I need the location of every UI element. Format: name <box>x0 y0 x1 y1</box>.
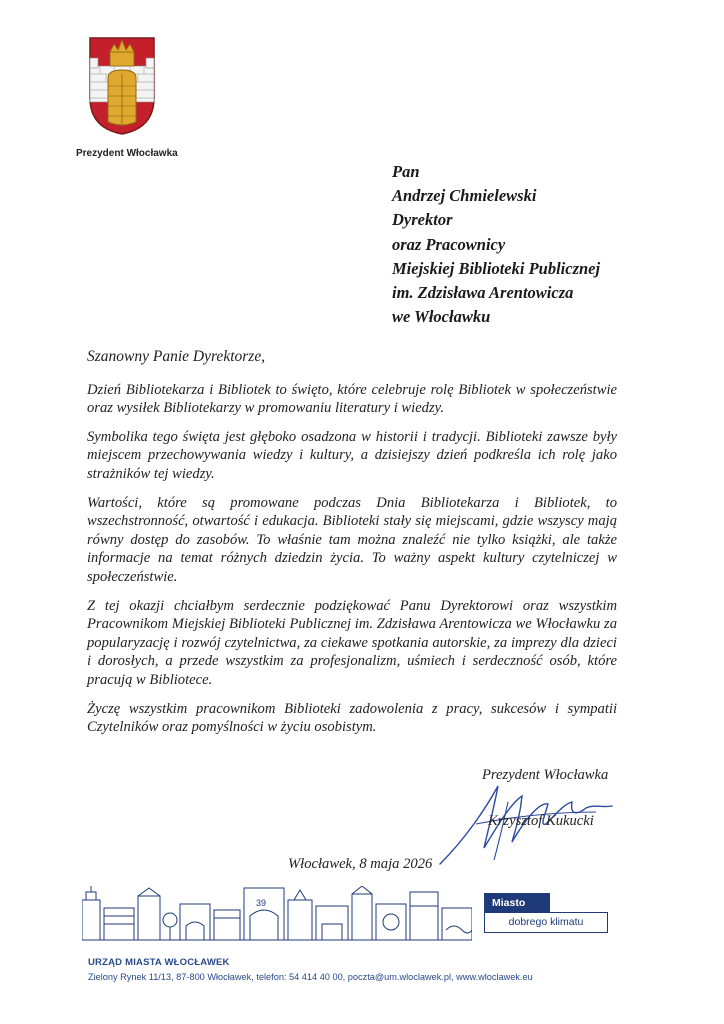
signature-name: Krzysztof Kukucki <box>488 813 594 829</box>
issuer-label: Prezydent Włocławka <box>76 148 178 159</box>
paragraph: Życzę wszystkim pracownikom Biblioteki zadowolenia z pracy, sukcesów i sympatii Czytelników oraz pomyślności w życiu osobistym. <box>87 700 617 736</box>
addressee-line: Andrzej Chmielewski <box>392 186 537 206</box>
city-badge <box>484 893 608 933</box>
addressee-line: Dyrektor <box>392 210 453 230</box>
addressee-line: Miejskiej Biblioteki Publicznej <box>392 258 601 278</box>
addressee-line: Pan <box>392 162 420 181</box>
salutation: Szanowny Panie Dyrektorze, <box>87 348 266 365</box>
office-name: URZĄD MIASTA WŁOCŁAWEK <box>88 957 230 968</box>
paragraph: Wartości, które są promowane podczas Dnia Bibliotekarza i Bibliotek, to wszechstronność, otwartość i edukacja. Biblioteki stały się miejscami, gdzie wszyscy mają równy dostęp do zasobów. To właśnie tam można znaleźć nie tylko książki, ale także informacje na temat różnych dziedzin życia. To ważny aspekt kultury czytelniczej w społeczeństwie. <box>87 494 617 585</box>
badge-bottom-label: dobrego klimatu <box>484 912 608 933</box>
place-date: Włocławek, 8 maja 2026 <box>288 856 433 872</box>
city-skyline-icon <box>82 886 472 942</box>
paragraph: Z tej okazji chciałbym serdecznie podziękować Panu Dyrektorowi oraz wszystkim Pracownikom Miejskiej Biblioteki Publicznej im. Zdzisława Arentowicza we Włocławku za popularyzację i rozwój czytelnictwa, za ciekawe spotkania autorskie, za imprezy dla dzieci i dorosłych, a przede wszystkim za profesjonalizm, uśmiech i serdeczność osób, które pracują w Bibliotece. <box>87 597 617 688</box>
addressee-line: we Włocławku <box>392 307 491 327</box>
addressee-line: oraz Pracownicy <box>392 234 506 254</box>
city-crest-icon <box>88 36 156 136</box>
paragraph: Dzień Bibliotekarza i Bibliotek to święto, które celebruje rolę Bibliotek w społeczeństwie oraz wysiłek Bibliotekarzy w promowaniu literatury i wiedzy. <box>87 381 617 417</box>
letter-body <box>87 348 617 747</box>
badge-top-label: Miasto <box>484 893 550 913</box>
addressee-line: im. Zdzisława Arentowicza <box>392 283 574 303</box>
signature-title: Prezydent Włocławka <box>482 767 609 783</box>
svg-text:39: 39 <box>256 898 267 908</box>
addressee-block <box>392 160 600 329</box>
paragraph: Symbolika tego święta jest głęboko osadzona w historii i tradycji. Biblioteki zawsze były miejscem przechowywania wiedzy i kultury, a dzisiejszy dzień podkreśla ich rolę jako strażników tej wiedzy. <box>87 428 617 482</box>
office-address: Zielony Rynek 11/13, 87-800 Włocławek, telefon: 54 414 40 00, poczta@um.wloclawek.pl, www.wloclawek.eu <box>88 972 533 982</box>
